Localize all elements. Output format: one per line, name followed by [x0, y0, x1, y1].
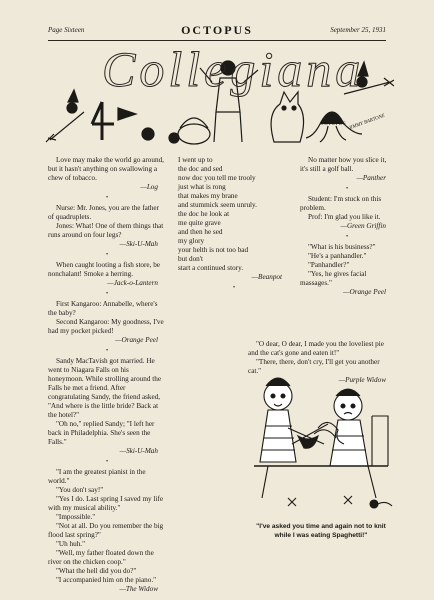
joke-source: —The Widow [119, 585, 158, 593]
dialogue-line: "Yes I do. Last spring I saved my life with my musical ability." [48, 495, 164, 512]
dialogue-line: "Well, my father floated down the river on the chicken coop." [48, 549, 154, 566]
separator-dot: • [345, 234, 349, 240]
separator-dot: • [105, 291, 109, 297]
dialogue-line: "Not at all. Do you remember the big flood last spring?" [48, 522, 164, 539]
poem-line: but don't [178, 255, 204, 263]
dialogue-line: "I am the greatest pianist in the world." [48, 468, 146, 485]
collegiana-banner [44, 42, 394, 150]
poem-line: that makes my brane [178, 192, 238, 200]
octopus-label: OCTOPUS [320, 122, 347, 127]
dialogue-line: "Panhandler?" [308, 261, 350, 269]
column-three [300, 156, 394, 297]
poem-line: the doc and sed [178, 165, 223, 173]
joke-text: Second Kangaroo: My goodness, I've had my pocket picked! [48, 318, 164, 335]
page-number: Page Sixteen [48, 26, 85, 34]
joke-source: —Log [140, 183, 158, 191]
joke-text: "Oh no," replied Sandy; "I left her back in Philadelphia. She's seen the Falls." [48, 420, 155, 446]
dialogue-line: "Uh huh." [56, 540, 86, 548]
dialogue-line: "What is his business?" [308, 243, 376, 251]
poem-line: me quite grave [178, 219, 221, 227]
dialogue-line: "I accompanied him on the piano." [56, 576, 157, 584]
poem-line: and then he sed [178, 228, 223, 236]
joke-text: Prof: I'm glad you like it. [308, 213, 381, 221]
joke-text: First Kangaroo: Annabelle, where's the baby? [48, 300, 158, 317]
poem-line: just what is rong [178, 183, 226, 191]
separator-dot: • [232, 285, 236, 291]
separator-dot: • [105, 348, 109, 354]
joke-source: —Green Griffin [340, 222, 386, 230]
joke-source: —Ski-U-Mah [119, 240, 158, 248]
poem-line: my glory [178, 237, 205, 245]
poem-line: now doc you tell me trooly [178, 174, 256, 182]
joke-text: Love may make the world go around, but it hasn't anything on swallowing a chew of tobacco. [48, 156, 164, 182]
joke-text: Jones: What! One of them things that runs around on four legs? [48, 222, 164, 239]
joke-source: —Orange Peel [343, 288, 386, 296]
dialogue-line: "You don't say!" [56, 486, 104, 494]
poem-line: start a continued story. [178, 264, 244, 272]
separator-dot: • [345, 186, 349, 192]
column-two [178, 156, 290, 294]
dialogue-line: "What the hell did you do?" [56, 567, 137, 575]
joke-text: Nurse: Mr. Jones, you are the father of quadruplets. [48, 204, 159, 221]
masthead: OCTOPUS [181, 23, 253, 37]
joke-source: —Orange Peel [115, 336, 158, 344]
dialogue-line: "O dear, O dear, I made you the loveliest pie and the cat's gone and eaten it!" [248, 340, 384, 357]
poem-line: the doc he look at [178, 210, 230, 218]
poem-line: and stummick seem unruly. [178, 201, 257, 209]
separator-dot: • [105, 195, 109, 201]
artist-signature: JIMMY BARTONE [348, 113, 386, 132]
joke-text: Sandy MacTavish got married. He went to Niagara Falls on his honeymoon. While strolling around the Falls he met a friend. After congratulating Sandy, the friend asked, "And where is the little bride? Back at the hotel?" [48, 357, 162, 419]
cartoon-caption: "I've asked you time and again not to knit while I was eating Spaghetti!" [256, 523, 386, 539]
joke-source: —Beanpot [251, 273, 282, 281]
dialogue-line: "He's a panhandler." [308, 252, 367, 260]
joke-text: Student: I'm stuck on this problem. [300, 195, 382, 212]
joke-source: —Purple Widow [338, 376, 386, 384]
dialogue-line: "Yes, he gives facial massages." [300, 270, 367, 287]
collegiana-title: Collegiana [102, 41, 365, 97]
poem-line: I went up to [178, 156, 213, 164]
dialogue-line: "There, there, don't cry, I'll get you another cat." [248, 358, 380, 375]
joke-text: When caught looting a fish store, be nonchalant! Smoke a herring. [48, 261, 160, 278]
issue-date: September 25, 1931 [330, 26, 386, 34]
knitting-cartoon [248, 366, 394, 518]
column-one [48, 156, 166, 594]
joke-source: —Panther [356, 174, 386, 182]
separator-dot: • [105, 252, 109, 258]
separator-dot: • [105, 459, 109, 465]
joke-source: —Jack-o-Lantern [107, 279, 158, 287]
dialogue-line: "Impossible." [56, 513, 96, 521]
page-header [48, 23, 386, 41]
joke-source: —Ski-U-Mah [119, 447, 158, 455]
joke-text: No matter how you slice it, it's still a golf ball. [300, 156, 387, 173]
poem-line: your helth is not too bad [178, 246, 249, 254]
